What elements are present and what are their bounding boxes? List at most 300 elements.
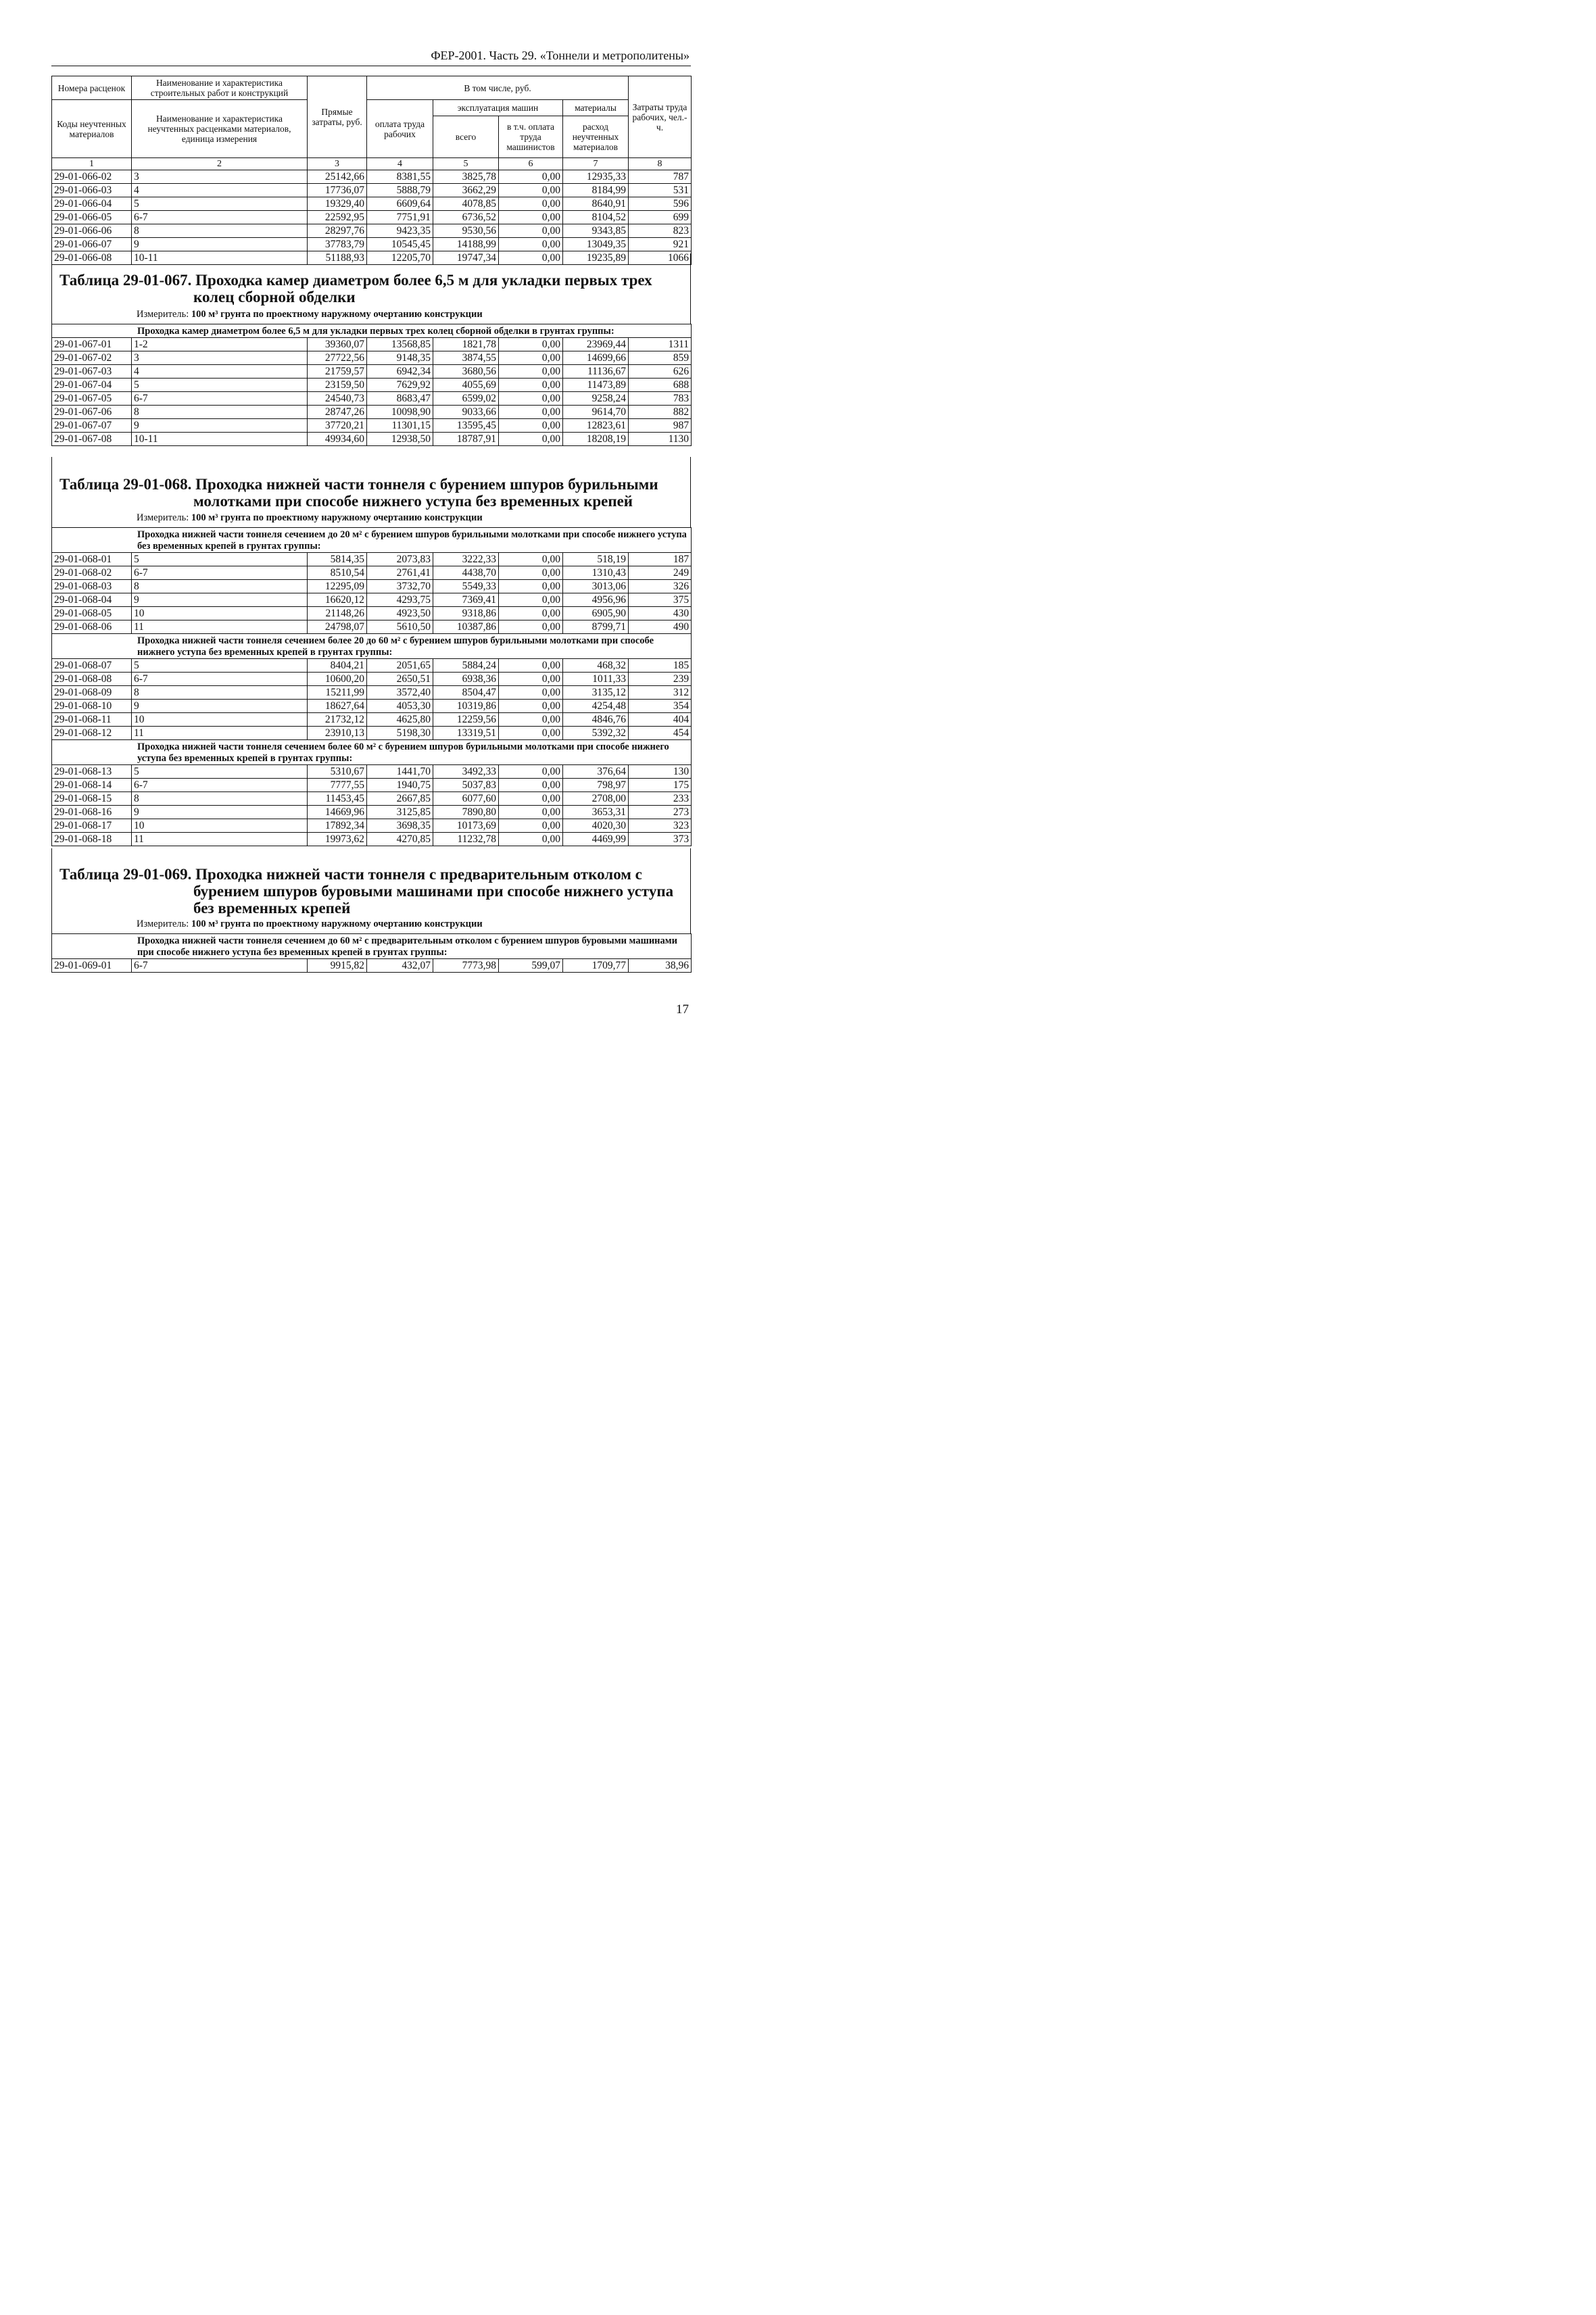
value-cell: 9343,85	[563, 224, 629, 238]
soil-group-cell: 6-7	[132, 673, 308, 686]
value-cell: 239	[629, 673, 692, 686]
value-cell: 4270,85	[367, 833, 433, 846]
table-row	[52, 686, 692, 700]
value-cell: 7890,80	[433, 806, 499, 819]
value-cell: 8799,71	[563, 620, 629, 634]
rates-table-067	[51, 324, 692, 446]
table-row	[52, 620, 692, 634]
value-cell: 6077,60	[433, 792, 499, 806]
rate-code-cell: 29-01-068-15	[52, 792, 132, 806]
soil-group-cell: 4	[132, 365, 308, 379]
value-cell: 4846,76	[563, 713, 629, 727]
table-row	[52, 792, 692, 806]
soil-group-cell: 10	[132, 607, 308, 620]
value-cell: 798,97	[563, 779, 629, 792]
value-cell: 2650,51	[367, 673, 433, 686]
col-header-oplata: оплата труда рабочих	[367, 100, 433, 158]
value-cell: 354	[629, 700, 692, 713]
value-cell: 13049,35	[563, 238, 629, 251]
rate-code-cell: 29-01-068-10	[52, 700, 132, 713]
col-index: 3	[308, 158, 367, 170]
value-cell: 51188,93	[308, 251, 367, 265]
soil-group-cell: 11	[132, 620, 308, 634]
document-page	[0, 0, 730, 1059]
table-row	[52, 406, 692, 419]
value-cell: 882	[629, 406, 692, 419]
value-cell: 787	[629, 170, 692, 184]
rate-code-cell: 29-01-067-05	[52, 392, 132, 406]
value-cell: 0,00	[499, 351, 563, 365]
value-cell: 10387,86	[433, 620, 499, 634]
value-cell: 0,00	[499, 765, 563, 779]
value-cell: 4438,70	[433, 566, 499, 580]
table-title-line: Таблица 29-01-068. Проходка нижней части тоннеля с бурением шпуров бурильными	[59, 476, 658, 493]
value-cell: 2073,83	[367, 553, 433, 566]
section-heading: Проходка нижней части тоннеля сечением более 60 м² с бурением шпуров бурильными молотками при способе нижнего уступа без временных крепей в грунтах группы:	[52, 740, 692, 765]
value-cell: 404	[629, 713, 692, 727]
value-cell: 11301,15	[367, 419, 433, 433]
table-row	[52, 713, 692, 727]
value-cell: 599,07	[499, 959, 563, 973]
value-cell: 24540,73	[308, 392, 367, 406]
value-cell: 8504,47	[433, 686, 499, 700]
value-cell: 699	[629, 211, 692, 224]
value-cell: 8510,54	[308, 566, 367, 580]
value-cell: 0,00	[499, 379, 563, 392]
value-cell: 4923,50	[367, 607, 433, 620]
table-row	[52, 607, 692, 620]
value-cell: 37783,79	[308, 238, 367, 251]
value-cell: 468,32	[563, 659, 629, 673]
table-row	[52, 580, 692, 593]
value-cell: 8640,91	[563, 197, 629, 211]
value-cell: 3874,55	[433, 351, 499, 365]
rate-code-cell: 29-01-068-12	[52, 727, 132, 740]
rate-code-cell: 29-01-067-03	[52, 365, 132, 379]
col-header-vtch: в т.ч. оплата труда машинистов	[499, 116, 563, 158]
value-cell: 28747,26	[308, 406, 367, 419]
value-cell: 16620,12	[308, 593, 367, 607]
rate-code-cell: 29-01-066-07	[52, 238, 132, 251]
rate-code-cell: 29-01-066-04	[52, 197, 132, 211]
soil-group-cell: 8	[132, 792, 308, 806]
table-row	[52, 419, 692, 433]
value-cell: 6942,34	[367, 365, 433, 379]
value-cell: 3125,85	[367, 806, 433, 819]
value-cell: 5884,24	[433, 659, 499, 673]
col-header-name2: Наименование и характеристика неучтенных расценками материалов, единица измерения	[132, 100, 308, 158]
soil-group-cell: 5	[132, 379, 308, 392]
table-title-line: молотками при способе нижнего уступа без временных крепей	[193, 493, 633, 510]
value-cell: 4956,96	[563, 593, 629, 607]
value-cell: 9614,70	[563, 406, 629, 419]
rate-code-cell: 29-01-066-06	[52, 224, 132, 238]
rate-code-cell: 29-01-068-17	[52, 819, 132, 833]
value-cell: 3222,33	[433, 553, 499, 566]
value-cell: 14188,99	[433, 238, 499, 251]
table-row	[52, 365, 692, 379]
value-cell: 7773,98	[433, 959, 499, 973]
value-cell: 0,00	[499, 224, 563, 238]
soil-group-cell: 8	[132, 406, 308, 419]
table-title-line: без временных крепей	[193, 900, 351, 917]
value-cell: 7777,55	[308, 779, 367, 792]
table-title-069	[59, 866, 681, 917]
value-cell: 432,07	[367, 959, 433, 973]
value-cell: 12259,56	[433, 713, 499, 727]
table-row	[52, 338, 692, 351]
rate-code-cell: 29-01-069-01	[52, 959, 132, 973]
rate-code-cell: 29-01-068-01	[52, 553, 132, 566]
value-cell: 24798,07	[308, 620, 367, 634]
value-cell: 14669,96	[308, 806, 367, 819]
soil-group-cell: 10-11	[132, 251, 308, 265]
value-cell: 375	[629, 593, 692, 607]
value-cell: 823	[629, 224, 692, 238]
value-cell: 1821,78	[433, 338, 499, 351]
value-cell: 376,64	[563, 765, 629, 779]
value-cell: 21759,57	[308, 365, 367, 379]
value-cell: 5310,67	[308, 765, 367, 779]
value-cell: 13319,51	[433, 727, 499, 740]
value-cell: 3825,78	[433, 170, 499, 184]
value-cell: 0,00	[499, 365, 563, 379]
table-row	[52, 659, 692, 673]
value-cell: 2761,41	[367, 566, 433, 580]
value-cell: 0,00	[499, 727, 563, 740]
table-row	[52, 211, 692, 224]
value-cell: 10319,86	[433, 700, 499, 713]
soil-group-cell: 5	[132, 553, 308, 566]
value-cell: 18787,91	[433, 433, 499, 446]
rate-code-cell: 29-01-068-14	[52, 779, 132, 792]
value-cell: 0,00	[499, 833, 563, 846]
value-cell: 1940,75	[367, 779, 433, 792]
value-cell: 0,00	[499, 700, 563, 713]
value-cell: 987	[629, 419, 692, 433]
rate-code-cell: 29-01-068-08	[52, 673, 132, 686]
value-cell: 9915,82	[308, 959, 367, 973]
measure-unit-068	[137, 512, 483, 524]
value-cell: 0,00	[499, 406, 563, 419]
table-title-line: Таблица 29-01-067. Проходка камер диаметром более 6,5 м для укладки первых трех	[59, 272, 652, 289]
value-cell: 12935,33	[563, 170, 629, 184]
col-header-vsego: всего	[433, 116, 499, 158]
value-cell: 626	[629, 365, 692, 379]
value-cell: 5198,30	[367, 727, 433, 740]
table-row	[52, 673, 692, 686]
rate-code-cell: 29-01-068-02	[52, 566, 132, 580]
rate-code-cell: 29-01-067-06	[52, 406, 132, 419]
value-cell: 5814,35	[308, 553, 367, 566]
table-row	[52, 251, 692, 265]
value-cell: 0,00	[499, 392, 563, 406]
value-cell: 4469,99	[563, 833, 629, 846]
value-cell: 7751,91	[367, 211, 433, 224]
value-cell: 7369,41	[433, 593, 499, 607]
table-title-line: Таблица 29-01-069. Проходка нижней части тоннеля с предварительным отколом с	[59, 866, 642, 883]
soil-group-cell: 6-7	[132, 566, 308, 580]
value-cell: 0,00	[499, 197, 563, 211]
value-cell: 4293,75	[367, 593, 433, 607]
table-title-line: бурением шпуров буровыми машинами при способе нижнего уступа	[193, 883, 674, 900]
rate-code-cell: 29-01-066-05	[52, 211, 132, 224]
value-cell: 38,96	[629, 959, 692, 973]
value-cell: 12823,61	[563, 419, 629, 433]
value-cell: 23910,13	[308, 727, 367, 740]
table-row	[52, 833, 692, 846]
value-cell: 0,00	[499, 607, 563, 620]
soil-group-cell: 9	[132, 700, 308, 713]
value-cell: 1709,77	[563, 959, 629, 973]
rate-code-cell: 29-01-068-11	[52, 713, 132, 727]
value-cell: 11136,67	[563, 365, 629, 379]
value-cell: 21732,12	[308, 713, 367, 727]
value-cell: 454	[629, 727, 692, 740]
value-cell: 4055,69	[433, 379, 499, 392]
rate-code-cell: 29-01-067-07	[52, 419, 132, 433]
soil-group-cell: 6-7	[132, 211, 308, 224]
value-cell: 5037,83	[433, 779, 499, 792]
value-cell: 9423,35	[367, 224, 433, 238]
value-cell: 9258,24	[563, 392, 629, 406]
value-cell: 9318,86	[433, 607, 499, 620]
value-cell: 233	[629, 792, 692, 806]
value-cell: 3492,33	[433, 765, 499, 779]
soil-group-cell: 8	[132, 580, 308, 593]
value-cell: 185	[629, 659, 692, 673]
measure-value: 100 м³ грунта по проектному наружному очертанию конструкции	[191, 309, 483, 320]
value-cell: 0,00	[499, 673, 563, 686]
value-cell: 11232,78	[433, 833, 499, 846]
value-cell: 187	[629, 553, 692, 566]
value-cell: 3653,31	[563, 806, 629, 819]
value-cell: 19747,34	[433, 251, 499, 265]
section-heading: Проходка нижней части тоннеля сечением до 60 м² с предварительным отколом с бурением шпуров буровыми машинами при способе нижнего уступа без временных крепей в грунтах группы:	[52, 934, 692, 959]
value-cell: 596	[629, 197, 692, 211]
rate-code-cell: 29-01-066-08	[52, 251, 132, 265]
value-cell: 312	[629, 686, 692, 700]
table-row	[52, 959, 692, 973]
value-cell: 8683,47	[367, 392, 433, 406]
measure-unit-069	[137, 919, 483, 930]
rate-code-cell: 29-01-066-02	[52, 170, 132, 184]
table-row	[52, 433, 692, 446]
soil-group-cell: 11	[132, 833, 308, 846]
rates-table-068	[51, 527, 692, 846]
value-cell: 6905,90	[563, 607, 629, 620]
value-cell: 8184,99	[563, 184, 629, 197]
measure-value: 100 м³ грунта по проектному наружному очертанию конструкции	[191, 512, 483, 523]
value-cell: 13595,45	[433, 419, 499, 433]
col-header-zatraty: Затраты труда рабочих, чел.-ч.	[629, 76, 692, 158]
value-cell: 3662,29	[433, 184, 499, 197]
soil-group-cell: 5	[132, 659, 308, 673]
value-cell: 249	[629, 566, 692, 580]
soil-group-cell: 8	[132, 686, 308, 700]
col-index: 4	[367, 158, 433, 170]
value-cell: 10098,90	[367, 406, 433, 419]
rate-code-cell: 29-01-068-07	[52, 659, 132, 673]
value-cell: 17736,07	[308, 184, 367, 197]
value-cell: 2051,65	[367, 659, 433, 673]
value-cell: 1311	[629, 338, 692, 351]
value-cell: 1130	[629, 433, 692, 446]
value-cell: 18208,19	[563, 433, 629, 446]
rate-code-cell: 29-01-067-08	[52, 433, 132, 446]
value-cell: 6938,36	[433, 673, 499, 686]
value-cell: 1310,43	[563, 566, 629, 580]
value-cell: 0,00	[499, 338, 563, 351]
measure-unit-067	[137, 309, 483, 320]
value-cell: 859	[629, 351, 692, 365]
value-cell: 490	[629, 620, 692, 634]
rate-code-cell: 29-01-067-04	[52, 379, 132, 392]
value-cell: 8381,55	[367, 170, 433, 184]
value-cell: 10545,45	[367, 238, 433, 251]
soil-group-cell: 11	[132, 727, 308, 740]
value-cell: 10173,69	[433, 819, 499, 833]
value-cell: 688	[629, 379, 692, 392]
value-cell: 3698,35	[367, 819, 433, 833]
col-index: 8	[629, 158, 692, 170]
measure-label: Измеритель:	[137, 512, 189, 523]
value-cell: 5392,32	[563, 727, 629, 740]
value-cell: 326	[629, 580, 692, 593]
value-cell: 5549,33	[433, 580, 499, 593]
soil-group-cell: 9	[132, 806, 308, 819]
value-cell: 175	[629, 779, 692, 792]
rates-table-066	[51, 76, 692, 265]
table-row	[52, 379, 692, 392]
value-cell: 373	[629, 833, 692, 846]
rates-table-069	[51, 933, 692, 973]
value-cell: 430	[629, 607, 692, 620]
value-cell: 4254,48	[563, 700, 629, 713]
value-cell: 19329,40	[308, 197, 367, 211]
value-cell: 783	[629, 392, 692, 406]
value-cell: 1011,33	[563, 673, 629, 686]
value-cell: 28297,76	[308, 224, 367, 238]
value-cell: 6736,52	[433, 211, 499, 224]
running-title: ФЕР-2001. Часть 29. «Тоннели и метрополитены»	[431, 49, 690, 62]
value-cell: 5888,79	[367, 184, 433, 197]
value-cell: 0,00	[499, 170, 563, 184]
value-cell: 9033,66	[433, 406, 499, 419]
soil-group-cell: 8	[132, 224, 308, 238]
page-number: 17	[676, 1002, 689, 1017]
value-cell: 8404,21	[308, 659, 367, 673]
value-cell: 0,00	[499, 620, 563, 634]
table-row	[52, 184, 692, 197]
value-cell: 6609,64	[367, 197, 433, 211]
value-cell: 0,00	[499, 792, 563, 806]
soil-group-cell: 6-7	[132, 392, 308, 406]
table-title-067	[59, 272, 681, 306]
table-row	[52, 566, 692, 580]
rate-code-cell: 29-01-068-09	[52, 686, 132, 700]
value-cell: 39360,07	[308, 338, 367, 351]
value-cell: 18627,64	[308, 700, 367, 713]
rate-code-cell: 29-01-068-16	[52, 806, 132, 819]
value-cell: 0,00	[499, 419, 563, 433]
value-cell: 27722,56	[308, 351, 367, 365]
value-cell: 0,00	[499, 251, 563, 265]
value-cell: 3135,12	[563, 686, 629, 700]
value-cell: 531	[629, 184, 692, 197]
col-index: 5	[433, 158, 499, 170]
value-cell: 0,00	[499, 238, 563, 251]
soil-group-cell: 10	[132, 713, 308, 727]
value-cell: 21148,26	[308, 607, 367, 620]
value-cell: 0,00	[499, 806, 563, 819]
section-heading: Проходка нижней части тоннеля сечением более 20 до 60 м² с бурением шпуров бурильными молотками при способе нижнего уступа без временных крепей в грунтах группы:	[52, 634, 692, 659]
value-cell: 130	[629, 765, 692, 779]
table-title-line: колец сборной обделки	[193, 289, 356, 306]
soil-group-cell: 5	[132, 197, 308, 211]
value-cell: 6599,02	[433, 392, 499, 406]
col-header-nomera: Номера расценок	[52, 76, 132, 100]
col-header-kody: Коды неучтенных материалов	[52, 100, 132, 158]
value-cell: 25142,66	[308, 170, 367, 184]
value-cell: 0,00	[499, 593, 563, 607]
value-cell: 0,00	[499, 686, 563, 700]
value-cell: 12295,09	[308, 580, 367, 593]
col-index: 7	[563, 158, 629, 170]
soil-group-cell: 9	[132, 593, 308, 607]
col-header-v-tom-chisle: В том числе, руб.	[367, 76, 629, 100]
value-cell: 1441,70	[367, 765, 433, 779]
soil-group-cell: 3	[132, 170, 308, 184]
section-heading: Проходка нижней части тоннеля сечением до 20 м² с бурением шпуров бурильными молотками при способе нижнего уступа без временных крепей в грунтах группы:	[52, 528, 692, 553]
value-cell: 323	[629, 819, 692, 833]
value-cell: 9530,56	[433, 224, 499, 238]
soil-group-cell: 4	[132, 184, 308, 197]
soil-group-cell: 6-7	[132, 959, 308, 973]
measure-value: 100 м³ грунта по проектному наружному очертанию конструкции	[191, 919, 483, 929]
value-cell: 0,00	[499, 211, 563, 224]
rate-code-cell: 29-01-068-18	[52, 833, 132, 846]
col-index: 1	[52, 158, 132, 170]
table-row	[52, 197, 692, 211]
table-row	[52, 765, 692, 779]
table-row	[52, 700, 692, 713]
value-cell: 0,00	[499, 184, 563, 197]
value-cell: 17892,34	[308, 819, 367, 833]
value-cell: 7629,92	[367, 379, 433, 392]
value-cell: 23969,44	[563, 338, 629, 351]
soil-group-cell: 5	[132, 765, 308, 779]
value-cell: 0,00	[499, 580, 563, 593]
value-cell: 10600,20	[308, 673, 367, 686]
table-row	[52, 170, 692, 184]
table-row	[52, 392, 692, 406]
value-cell: 0,00	[499, 659, 563, 673]
section-heading: Проходка камер диаметром более 6,5 м для укладки первых трех колец сборной обделки в грунтах группы:	[52, 324, 692, 338]
value-cell: 0,00	[499, 433, 563, 446]
table-row	[52, 727, 692, 740]
value-cell: 15211,99	[308, 686, 367, 700]
value-cell: 9148,35	[367, 351, 433, 365]
value-cell: 23159,50	[308, 379, 367, 392]
value-cell: 0,00	[499, 566, 563, 580]
value-cell: 5610,50	[367, 620, 433, 634]
value-cell: 2708,00	[563, 792, 629, 806]
value-cell: 1066	[629, 251, 692, 265]
value-cell: 0,00	[499, 819, 563, 833]
value-cell: 0,00	[499, 713, 563, 727]
table-title-068	[59, 476, 681, 510]
